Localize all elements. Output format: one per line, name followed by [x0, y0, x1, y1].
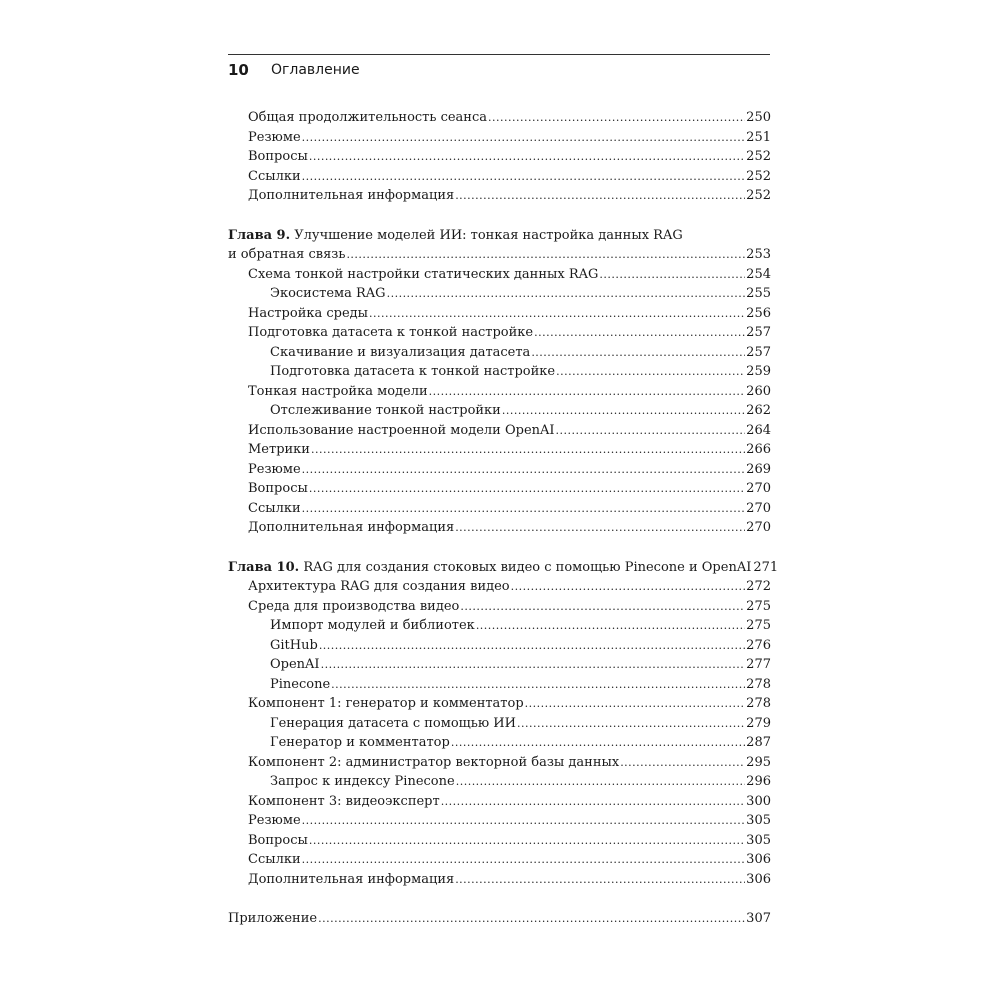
- page-ref: 252: [746, 168, 771, 184]
- dot-leader: [302, 167, 746, 187]
- dot-leader: [309, 831, 745, 851]
- entry-title: Ссылки: [248, 852, 301, 867]
- dot-leader: [319, 636, 745, 656]
- dot-leader: [346, 245, 745, 265]
- table-of-contents: [228, 108, 779, 929]
- dot-leader: [460, 597, 745, 617]
- dot-leader: [302, 460, 746, 480]
- toc-entry[interactable]: [228, 362, 771, 382]
- entry-title: Дополнительная информация: [248, 520, 455, 535]
- page-ref: 266: [746, 442, 771, 457]
- toc-entry[interactable]: [228, 870, 771, 890]
- dot-leader: [525, 694, 746, 714]
- dot-leader: [455, 186, 745, 206]
- dot-leader: [531, 343, 745, 363]
- entry-title: Дополнительная информация: [248, 188, 455, 203]
- page-ref: 262: [746, 403, 771, 418]
- toc-entry[interactable]: [228, 655, 771, 675]
- dot-leader: [318, 909, 745, 929]
- page-ref: 287: [746, 735, 771, 750]
- dot-leader: [556, 421, 746, 441]
- toc-entry[interactable]: [228, 831, 771, 851]
- toc-entry[interactable]: [228, 616, 771, 636]
- entry-title: Компонент 2: администратор векторной базы данных: [248, 754, 620, 770]
- toc-entry[interactable]: [228, 714, 771, 734]
- toc-entry[interactable]: [228, 479, 771, 499]
- dot-leader: [488, 108, 745, 128]
- entry-title: Резюме: [248, 129, 301, 145]
- toc-entry[interactable]: [228, 577, 771, 597]
- entry-title: Подготовка датасета к тонкой настройке: [248, 325, 534, 340]
- entry-title: Pinecone: [270, 676, 331, 692]
- page-ref: 251: [746, 129, 771, 145]
- page-ref: 250: [746, 110, 771, 125]
- page-ref: 259: [746, 364, 771, 379]
- page-ref: 278: [746, 676, 771, 692]
- entry-title: Подготовка датасета к тонкой настройке: [270, 364, 556, 379]
- dot-leader: [302, 128, 746, 148]
- toc-entry[interactable]: [228, 597, 771, 617]
- page-ref: 257: [746, 344, 771, 360]
- entry-title: Вопросы: [248, 149, 308, 164]
- toc-entry[interactable]: [228, 108, 771, 128]
- dot-leader: [502, 401, 745, 421]
- dot-leader: [311, 440, 745, 460]
- toc-entry[interactable]: [228, 167, 771, 187]
- page-ref: 275: [746, 618, 771, 633]
- entry-title: Среда для производства видео: [248, 598, 460, 614]
- toc-entry[interactable]: [228, 772, 771, 792]
- entry-title: Экосистема RAG: [270, 286, 386, 301]
- dot-leader: [309, 147, 745, 167]
- dot-leader: [302, 499, 746, 519]
- entry-title: Архитектура RAG для создания видео: [248, 579, 510, 594]
- entry-title: Генератор и комментатор: [270, 735, 450, 750]
- page-ref: 271: [753, 559, 779, 575]
- page-ref: 269: [746, 461, 771, 477]
- entry-title: Тонкая настройка модели: [248, 383, 428, 399]
- toc-entry[interactable]: [228, 401, 771, 421]
- dot-leader: [309, 479, 745, 499]
- toc-entry[interactable]: [228, 186, 771, 206]
- page-ref: 260: [746, 383, 771, 399]
- dot-leader: [369, 304, 745, 324]
- page-ref: 270: [746, 481, 771, 496]
- chapter-9-entries: [228, 265, 771, 538]
- page-ref: 254: [746, 266, 771, 282]
- dot-leader: [429, 382, 746, 402]
- chapter-heading-line2[interactable]: [228, 245, 771, 265]
- page-ref: 255: [746, 286, 771, 301]
- entry-title: Общая продолжительность сеанса: [248, 110, 487, 125]
- entry-title: Метрики: [248, 442, 310, 457]
- appendix-entry[interactable]: [228, 909, 771, 929]
- toc-entry[interactable]: [228, 850, 771, 870]
- entry-title: Резюме: [248, 461, 301, 477]
- chapter-title: RAG для создания стоковых видео с помощью Pinecone и OpenAI: [303, 559, 752, 575]
- toc-entry[interactable]: [228, 694, 771, 714]
- running-header: [228, 54, 770, 85]
- dot-leader: [321, 655, 746, 675]
- page-ref: 275: [746, 598, 771, 614]
- chapter-heading[interactable]: [228, 558, 779, 578]
- toc-entry[interactable]: [228, 675, 771, 695]
- dot-leader: [534, 323, 745, 343]
- toc-entry[interactable]: [228, 636, 771, 656]
- dot-leader: [387, 284, 746, 304]
- toc-entry[interactable]: [228, 265, 771, 285]
- chapter-10-entries: [228, 577, 771, 889]
- page-ref: 252: [746, 188, 771, 203]
- entry-title: Схема тонкой настройки статических данных RAG: [248, 266, 599, 282]
- page-ref: 278: [746, 696, 771, 711]
- dot-leader: [331, 675, 745, 695]
- page-ref: 264: [746, 422, 771, 438]
- toc-entry[interactable]: [228, 382, 771, 402]
- dot-leader: [456, 772, 745, 792]
- entry-title: Приложение: [228, 911, 318, 926]
- entry-title: Вопросы: [248, 832, 308, 848]
- entry-title: Дополнительная информация: [248, 871, 455, 887]
- entry-title: GitHub: [270, 637, 318, 653]
- entry-title: Ссылки: [248, 168, 301, 184]
- entry-title: Компонент 3: видеоэксперт: [248, 793, 440, 809]
- page-ref: 305: [746, 813, 771, 828]
- toc-entry[interactable]: [228, 518, 771, 538]
- page-ref: 252: [746, 149, 771, 164]
- page-ref: 276: [746, 637, 771, 653]
- dot-leader: [556, 362, 745, 382]
- chapter-label: Глава 9.: [228, 227, 291, 243]
- toc-entry[interactable]: [228, 304, 771, 324]
- toc-entry[interactable]: [228, 323, 771, 343]
- dot-leader: [455, 518, 745, 538]
- toc-entry[interactable]: [228, 440, 771, 460]
- entry-title: Резюме: [248, 813, 301, 828]
- chapter-10: [228, 558, 779, 890]
- chapter-heading-line1[interactable]: [228, 226, 771, 246]
- page-ref: 272: [746, 579, 771, 594]
- entry-title: Импорт модулей и библиотек: [270, 618, 475, 633]
- dot-leader: [455, 870, 745, 890]
- dot-leader: [599, 265, 745, 285]
- page-ref: 277: [746, 657, 771, 672]
- dot-leader: [476, 616, 745, 636]
- chapter-label: Глава 10.: [228, 559, 300, 575]
- dot-leader: [451, 733, 745, 753]
- dot-leader: [441, 792, 745, 812]
- toc-entry[interactable]: [228, 421, 771, 441]
- toc-entry[interactable]: [228, 499, 771, 519]
- page-ref: 305: [746, 832, 771, 848]
- dot-leader: [511, 577, 746, 597]
- page-number: 10: [228, 61, 249, 79]
- entry-title: Отслеживание тонкой настройки: [270, 403, 501, 418]
- entry-title: Настройка среды: [248, 305, 369, 321]
- dot-leader: [302, 850, 746, 870]
- page-ref: 270: [746, 520, 771, 535]
- chapter-title: Улучшение моделей ИИ: тонкая настройка данных RAG: [294, 227, 683, 243]
- chapter-title-cont: и обратная связь: [228, 247, 346, 262]
- page-ref: 295: [746, 754, 771, 770]
- toc-entry[interactable]: [228, 147, 771, 167]
- entry-title: Генерация датасета с помощью ИИ: [270, 715, 516, 731]
- entry-title: Вопросы: [248, 481, 308, 496]
- toc-section-tail: [228, 108, 771, 206]
- page-ref: 279: [746, 715, 771, 731]
- header-title: Оглавление: [271, 62, 360, 78]
- page-ref: 306: [746, 852, 771, 867]
- toc-entry[interactable]: [228, 753, 771, 773]
- entry-title: Ссылки: [248, 500, 301, 516]
- toc-entry[interactable]: [228, 460, 771, 480]
- page-ref: 300: [746, 793, 771, 809]
- toc-entry[interactable]: [228, 284, 771, 304]
- page-ref: 253: [746, 247, 771, 262]
- dot-leader: [620, 753, 745, 773]
- dot-leader: [517, 714, 745, 734]
- page-ref: 256: [746, 305, 771, 321]
- entry-title: Компонент 1: генератор и комментатор: [248, 696, 524, 711]
- toc-entry[interactable]: [228, 343, 771, 363]
- dot-leader: [302, 811, 746, 831]
- entry-title: OpenAI: [270, 657, 320, 672]
- toc-entry[interactable]: [228, 811, 771, 831]
- page-ref: 296: [746, 774, 771, 789]
- entry-title: Скачивание и визуализация датасета: [270, 344, 531, 360]
- toc-entry[interactable]: [228, 128, 771, 148]
- toc-entry[interactable]: [228, 792, 771, 812]
- toc-entry[interactable]: [228, 733, 771, 753]
- chapter-9: [228, 226, 771, 538]
- page-ref: 257: [746, 325, 771, 340]
- page-ref: 306: [746, 871, 771, 887]
- entry-title: Использование настроенной модели OpenAI: [248, 422, 555, 438]
- page-ref: 307: [746, 911, 771, 926]
- entry-title: Запрос к индексу Pinecone: [270, 774, 455, 789]
- page-ref: 270: [746, 500, 771, 516]
